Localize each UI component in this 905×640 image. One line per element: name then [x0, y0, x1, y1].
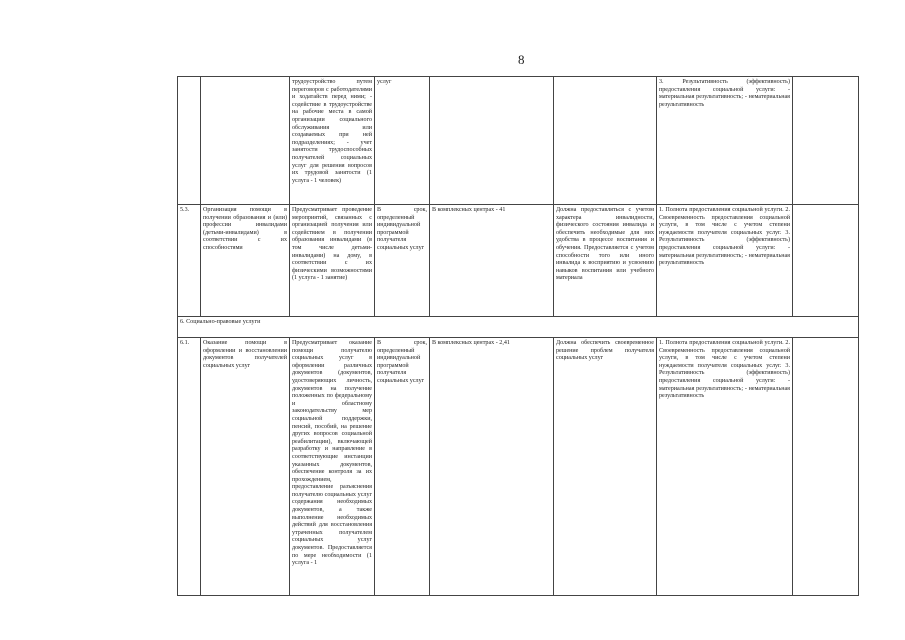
service-term: В срок, определенный индивидуальной программой получателя социальных услуг — [375, 338, 430, 596]
service-indicators: 1. Полнота предоставления социальной услуги. 2. Своевременность предоставления социальной услуги, в том числе с учетом степени нуждаемости получателя социальных услуг. 3. Результативность (эффективность) предоставления социальной услуги: - материальная результативность; - нематериальная результативность — [657, 205, 793, 317]
row-number — [178, 77, 201, 205]
service-tariff — [430, 77, 554, 205]
row-number: 5.3. — [178, 205, 201, 317]
table-row — [178, 205, 859, 317]
service-conditions: Должна предоставляться с учетом характера инвалидности, физического состояния инвалида и обеспечить необходимые для них удобства в процессе воспитания и обучения. Предоставляется с учетом способности того или иного инвалида к восприятию и усвоению навыков воспитания или учебного материала — [554, 205, 657, 317]
service-tariff: В комплексных центрах - 2,41 — [430, 338, 554, 596]
service-tariff: В комплексных центрах - 41 — [430, 205, 554, 317]
empty-cell — [793, 338, 859, 596]
table-row — [178, 77, 859, 205]
service-name: Оказание помощи в оформлении и восстановлении документов получателей социальных услуг — [201, 338, 290, 596]
service-description: Предусматривает оказание помощи получателю социальных услуг в оформлении различных документов (документов, удостоверяющих личность, документов на получение положенных по федеральному и областному законодательству мер социальной поддержки, пенсий, пособий, на решение других вопросов социальной реабилитации), включающей разработку и направление в соответствующие инстанции указанных документов, обеспечение контроля за их прохождением, предоставление разъяснения получателю социальных услуг содержания необходимых документов, а также выполнение необходимых действий для восстановления утраченных получателем социальных услуг документов. Предоставляется по мере необходимости (1 услуга - 1 — [290, 338, 375, 596]
empty-cell — [793, 205, 859, 317]
section-title: 6. Социально-правовые услуги — [178, 317, 859, 338]
service-description: Предусматривает проведение мероприятий, связанных с организацией получения или содействием в получении образования инвалидами (в том числе детьми-инвалидами) на дому, в соответствии с их физическими возможностями (1 услуга - 1 занятие) — [290, 205, 375, 317]
service-description: трудоустройство путем переговоров с работодателями и ходатайств перед ними; - содействие в трудоустройстве на рабочие места в самой организации социального обслуживания или создаваемых при ней подразделениях; - учет занятости трудоспособных получателей социальных услуг для решения вопросов их трудовой занятости (1 услуга - 1 человек) — [290, 77, 375, 205]
service-conditions — [554, 77, 657, 205]
service-name: Организация помощи в получении образования и (или) профессии инвалидами (детьми-инвалидами) в соответствии с их способностями — [201, 205, 290, 317]
empty-cell — [793, 77, 859, 205]
page-number: 8 — [518, 52, 525, 67]
services-table — [177, 76, 859, 596]
row-number: 6.1. — [178, 338, 201, 596]
service-term: В срок, определенный индивидуальной программой получателя социальных услуг — [375, 205, 430, 317]
service-indicators: 1. Полнота предоставления социальной услуги. 2. Своевременность предоставления социальной услуги, в том числе с учетом степени нуждаемости получателя социальных услуг. 3. Результативность (эффективность) предоставления социальной услуги: - материальная результативность; - нематериальная результативность — [657, 338, 793, 596]
service-term: услуг — [375, 77, 430, 205]
table-row — [178, 338, 859, 596]
service-name — [201, 77, 290, 205]
service-indicators: 3. Результативность (эффективность) предоставления социальной услуги: - материальная результативность; - нематериальная результативность — [657, 77, 793, 205]
section-header-row — [178, 317, 859, 338]
service-conditions: Должна обеспечить своевременное решение проблем получателя социальных услуг — [554, 338, 657, 596]
